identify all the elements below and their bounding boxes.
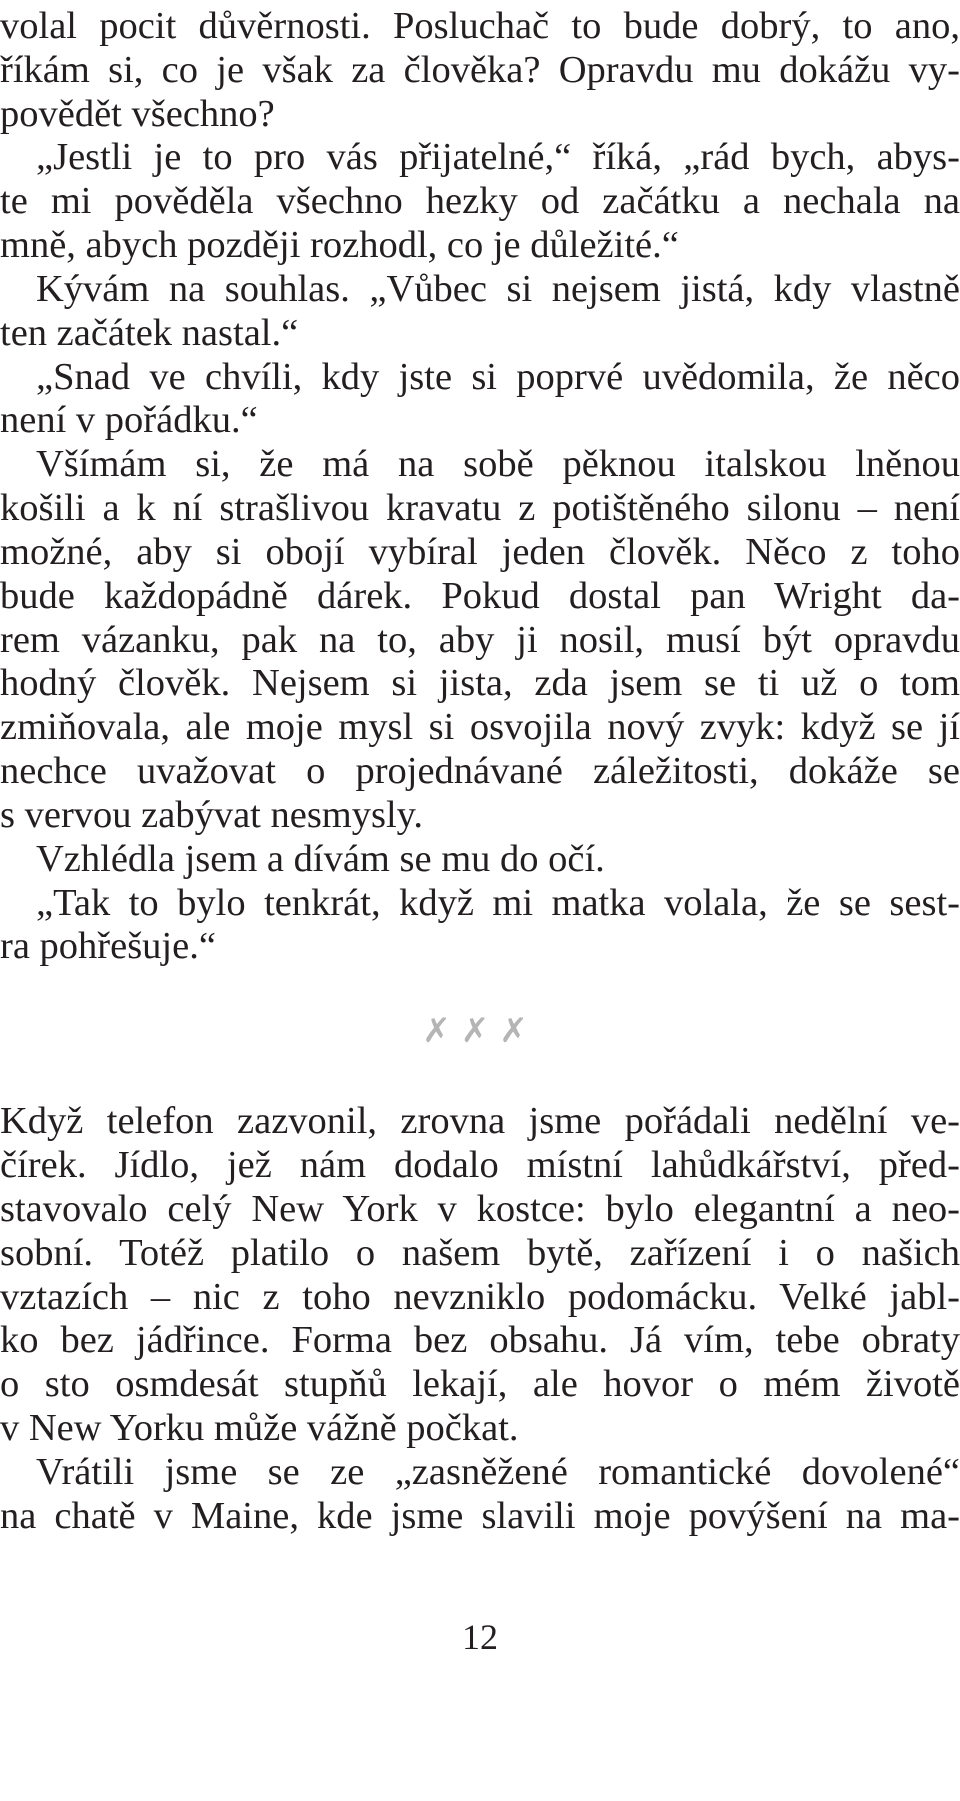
text-line: ko bez jádřince. Forma bez obsahu. Já vím, tebe obraty — [0, 1319, 960, 1361]
text-line: „Tak to bylo tenkrát, když mi matka volala, že se sest- — [36, 882, 960, 924]
text-line: Když telefon zazvonil, zrovna jsme pořádali nedělní ve- — [0, 1100, 960, 1142]
text-line: volal pocit důvěrnosti. Posluchač to bude dobrý, to ano, — [0, 5, 960, 47]
text-line: Všímám si, že má na sobě pěknou italskou lněnou — [36, 443, 960, 485]
text-line: Vrátili jsme se ze „zasněžené romantické dovolené“ — [36, 1451, 960, 1493]
text-line: „Jestli je to pro vás přijatelné,“ říká, „rád bych, abys- — [36, 136, 960, 178]
text-line: ten začátek nastal.“ — [0, 312, 299, 354]
text-line: není v pořádku.“ — [0, 399, 258, 441]
text-line: ra pohřešuje.“ — [0, 925, 216, 967]
text-line: povědět všechno? — [0, 93, 275, 135]
text-line: bude každopádně dárek. Pokud dostal pan Wright da- — [0, 575, 960, 617]
text-line: vztazích – nic z toho nevzniklo podomácku. Velké jabl- — [0, 1276, 960, 1318]
text-line: te mi pověděla všechno hezky od začátku a nechala na — [0, 180, 960, 222]
text-line: Vzhlédla jsem a dívám se mu do očí. — [36, 838, 605, 880]
text-line: košili a k ní strašlivou kravatu z potištěného silonu – není — [0, 487, 960, 529]
text-line: hodný člověk. Nejsem si jista, zda jsem se ti už o tom — [0, 662, 960, 704]
page-number: 12 — [462, 1617, 498, 1657]
text-line: rem vázanku, pak na to, aby ji nosil, musí být opravdu — [0, 619, 960, 661]
text-line: v New Yorku může vážně počkat. — [0, 1407, 519, 1449]
text-line: zmiňovala, ale moje mysl si osvojila nový zvyk: když se jí — [0, 706, 960, 748]
text-line: říkám si, co je však za člověka? Opravdu mu dokážu vy- — [0, 49, 960, 91]
text-line: Kývám na souhlas. „Vůbec si nejsem jistá, kdy vlastně — [36, 268, 960, 310]
text-line: čírek. Jídlo, jež nám dodalo místní lahůdkářství, před- — [0, 1144, 960, 1186]
text-line: „Snad ve chvíli, kdy jste si poprvé uvědomila, že něco — [36, 356, 960, 398]
text-line: stavovalo celý New York v kostce: bylo elegantní a neo- — [0, 1188, 960, 1230]
text-line: mně, abych později rozhodl, co je důležité.“ — [0, 224, 679, 266]
text-line: na chatě v Maine, kde jsme slavili moje povýšení na ma- — [0, 1495, 960, 1537]
text-line: nechce uvažovat o projednávané záležitosti, dokáže se — [0, 750, 960, 792]
text-line: s vervou zabývat nesmysly. — [0, 794, 424, 836]
text-line: o sto osmdesát stupňů lekají, ale hovor o mém životě — [0, 1363, 960, 1405]
section-break-ornament: ✗✗✗ — [422, 1011, 538, 1051]
text-line: možné, aby si obojí vybíral jeden člověk. Něco z toho — [0, 531, 960, 573]
text-line: sobní. Totéž platilo o našem bytě, zařízení i o našich — [0, 1232, 960, 1274]
